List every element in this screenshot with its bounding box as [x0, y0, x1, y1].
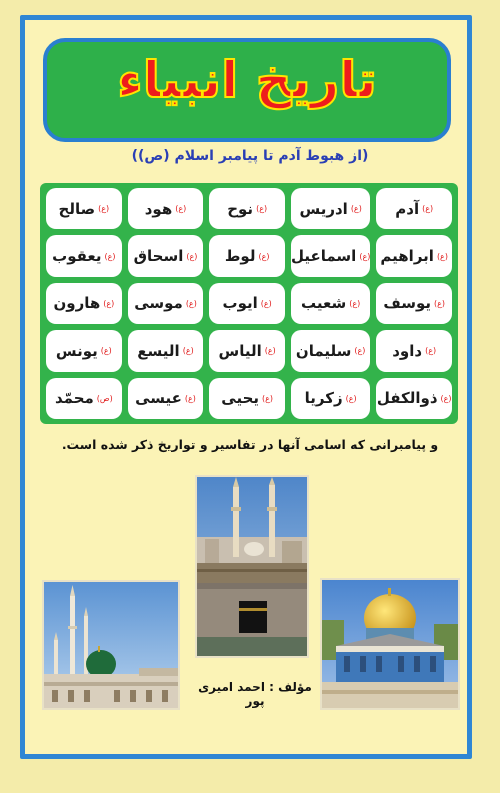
prophet-name: هارون — [53, 294, 101, 313]
masjid-an-nabawi-image — [44, 582, 178, 708]
honorific-mark: (ع) — [100, 346, 112, 356]
prophet-name-cell — [291, 378, 370, 419]
prophet-name: هود — [144, 199, 173, 218]
prophet-name-cell — [128, 330, 204, 371]
prophet-name-cell — [209, 378, 285, 419]
prophet-name-cell — [128, 378, 204, 419]
honorific-mark: (ع) — [354, 346, 366, 356]
prophet-name: یوسف — [383, 294, 431, 313]
honorific-mark: (ع) — [182, 346, 194, 356]
prophet-name-cell — [46, 188, 122, 229]
prophet-name-cell — [128, 188, 204, 229]
prophet-names-grid — [40, 183, 458, 424]
honorific-mark: (ع) — [186, 251, 198, 261]
honorific-mark: (ع) — [184, 393, 196, 403]
honorific-mark: (ع) — [436, 251, 448, 261]
honorific-mark: (ع) — [256, 204, 268, 214]
prophet-name: شعیب — [301, 294, 347, 313]
book-subtitle: (از هبوط آدم تا پیامبر اسلام (ص)) — [131, 148, 369, 164]
prophet-name: داود — [392, 341, 423, 360]
dome-of-the-rock-photo — [320, 578, 460, 710]
prophet-name-cell — [209, 283, 285, 324]
honorific-mark: (ع) — [185, 298, 197, 308]
book-title: تاریخ انبیاء — [117, 51, 377, 109]
masjid-an-nabawi-photo — [42, 580, 180, 710]
prophet-name: زکریا — [304, 389, 343, 408]
prophet-name: ایوب — [222, 294, 258, 313]
honorific-mark: (ع) — [175, 204, 187, 214]
honorific-mark: (ع) — [440, 393, 452, 403]
honorific-mark: (ع) — [434, 298, 446, 308]
prophet-name: الیسع — [137, 341, 180, 360]
prophet-name-cell — [376, 378, 452, 419]
prophet-name-cell — [376, 330, 452, 371]
honorific-mark: (ع) — [103, 298, 115, 308]
dome-of-the-rock-image — [322, 580, 458, 708]
prophet-name: سلیمان — [295, 341, 352, 360]
prophet-name: اسماعیل — [290, 247, 357, 266]
prophet-name-cell — [128, 283, 204, 324]
honorific-mark: (ع) — [425, 346, 437, 356]
prophet-name-cell — [291, 283, 370, 324]
honorific-mark: (ع) — [262, 393, 274, 403]
honorific-mark: (ص) — [96, 393, 113, 403]
honorific-mark: (ع) — [264, 346, 276, 356]
honorific-mark: (ع) — [345, 393, 357, 403]
prophet-name-cell — [209, 330, 285, 371]
honorific-mark: (ع) — [350, 204, 362, 214]
prophet-name-cell — [376, 188, 452, 229]
prophet-name: نوح — [227, 199, 254, 218]
title-banner — [43, 38, 451, 142]
prophet-name: اسحاق — [133, 247, 184, 266]
prophet-name-cell — [128, 235, 204, 276]
prophet-name: آدم — [395, 199, 420, 218]
prophet-name: محمّد — [54, 389, 94, 408]
masjid-al-haram-photo — [195, 475, 309, 658]
prophet-name: ذوالکفل — [376, 389, 438, 408]
prophet-name-cell — [291, 235, 370, 276]
note-text: و پیامبرانی که اسامی آنها در تفاسیر و تواریخ ذکر شده است. — [61, 437, 439, 452]
prophet-name-cell — [376, 283, 452, 324]
prophet-name: موسی — [134, 294, 183, 313]
prophet-name-cell — [209, 235, 285, 276]
prophet-name-cell — [291, 330, 370, 371]
honorific-mark: (ع) — [260, 298, 272, 308]
prophet-name: ادریس — [299, 199, 348, 218]
prophet-name-cell — [291, 188, 370, 229]
honorific-mark: (ع) — [98, 204, 110, 214]
prophet-name: لوط — [224, 247, 256, 266]
prophet-name-cell — [46, 235, 122, 276]
prophet-name-cell — [46, 283, 122, 324]
prophet-name: یونس — [55, 341, 98, 360]
prophet-name: یحیی — [221, 389, 260, 408]
author-credit: مؤلف : احمد امیری پور — [198, 680, 312, 708]
prophet-name-cell — [376, 235, 452, 276]
prophet-name: صالح — [58, 199, 96, 218]
prophet-name-cell — [46, 378, 122, 419]
honorific-mark: (ع) — [422, 204, 434, 214]
honorific-mark: (ع) — [349, 298, 361, 308]
prophet-name: الیاس — [218, 341, 262, 360]
prophet-name: ابراهیم — [380, 247, 434, 266]
honorific-mark: (ع) — [258, 251, 270, 261]
prophet-name-cell — [209, 188, 285, 229]
prophet-name: یعقوب — [52, 247, 102, 266]
honorific-mark: (ع) — [104, 251, 116, 261]
honorific-mark: (ع) — [359, 251, 371, 261]
prophet-name: عیسی — [135, 389, 182, 408]
prophet-name-cell — [46, 330, 122, 371]
masjid-al-haram-image — [197, 477, 307, 656]
